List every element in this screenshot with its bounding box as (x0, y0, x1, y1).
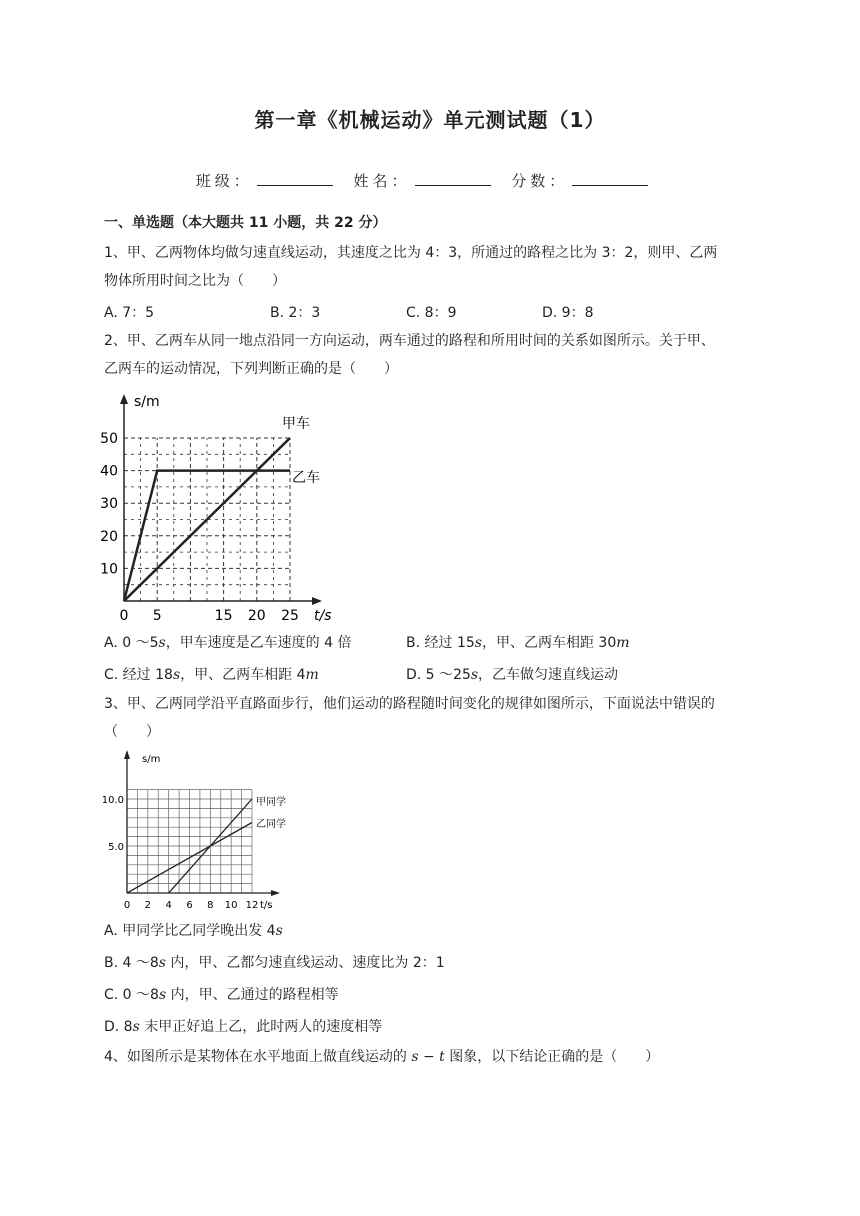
q2-option-a[interactable] (104, 632, 352, 652)
q2-option-c-unit2: m (305, 667, 319, 683)
x-tick-label: 5 (152, 608, 162, 624)
score-blank[interactable] (572, 171, 648, 186)
q2-distance-time-chart (96, 388, 336, 628)
x-tick-label: 25 (281, 608, 299, 624)
x-tick-label: 0 (123, 900, 131, 911)
q2-option-a-pre: A. 0 ～5 (104, 635, 159, 651)
q3-option-c-post: 内，甲、乙通过的路程相等 (166, 987, 339, 1003)
name-blank[interactable] (415, 171, 491, 186)
y-axis-label: s/m (142, 754, 161, 765)
x-tick-label: 12 (245, 900, 259, 911)
x-axis-arrow (312, 597, 322, 605)
y-axis-arrow (124, 750, 130, 759)
x-tick-label: 8 (207, 900, 214, 911)
y-tick-label: 50 (100, 431, 118, 447)
q4-text (104, 1044, 760, 1070)
q3-distance-time-chart (96, 746, 296, 914)
q1-line2: 物体所用时间之比为（ ） (104, 273, 286, 289)
q2-line2: 乙两车的运动情况，下列判断正确的是（ ） (104, 361, 398, 377)
q3-line1: 3、甲、乙两同学沿平直路面步行，他们运动的路程随时间变化的规律如图所示，下面说法中错误的 (104, 696, 715, 712)
q3-option-c[interactable] (104, 984, 339, 1004)
q3-option-d-post: 末甲正好追上乙，此时两人的速度相等 (139, 1019, 383, 1035)
q3-option-b-post: 内，甲、乙都匀速直线运动、速度比为 2：1 (165, 955, 445, 971)
q3-option-b-unit: s (158, 955, 166, 971)
x-axis-label: t/s (260, 900, 273, 911)
q3-option-b[interactable] (104, 952, 445, 972)
q3-option-a-unit: s (275, 923, 283, 939)
student-info-line (0, 170, 860, 191)
q2-option-d-unit: s (470, 667, 479, 683)
section-heading: 一、单选题（本大题共 11 小题，共 22 分） (104, 215, 387, 231)
y-tick-label: 10.0 (101, 795, 124, 806)
q2-option-a-post: ，甲车速度是乙车速度的 4 倍 (165, 635, 352, 651)
y-axis-label: s/m (134, 394, 160, 410)
q1-option-a[interactable]: A. 7：5 (104, 305, 155, 321)
class-label: 班级： (195, 172, 253, 190)
q2-option-c-mid: ，甲、乙两车相距 4 (180, 667, 306, 683)
q2-option-c[interactable] (104, 664, 319, 684)
q2-option-d-pre: D. 5 ～25 (406, 667, 471, 683)
q1-line1: 1、甲、乙两物体均做匀速直线运动，其速度之比为 4：3，所通过的路程之比为 3：2，则甲、乙两 (104, 245, 718, 261)
q1-option-d[interactable]: D. 9：8 (542, 305, 594, 321)
y-tick-label: 10 (100, 561, 118, 578)
q2-option-b-pre: B. 经过 15 (406, 635, 475, 651)
q3-option-b-pre: B. 4 ～8 (104, 955, 159, 971)
x-tick-label: 6 (186, 900, 193, 911)
q2-option-b[interactable] (406, 632, 630, 652)
q4-pre: 4、如图所示是某物体在水平地面上做直线运动的 (104, 1049, 412, 1065)
q3-option-c-pre: C. 0 ～8 (104, 987, 159, 1003)
q2-option-c-pre: C. 经过 18 (104, 667, 173, 683)
y-tick-label: 5.0 (108, 842, 124, 853)
x-tick-label: 10 (224, 900, 238, 911)
score-label: 分数： (511, 172, 569, 190)
series-label-yi-car: 乙车 (292, 470, 320, 486)
q3-option-d[interactable] (104, 1016, 382, 1036)
q4-math: s − t (411, 1049, 445, 1065)
q2-option-a-unit: s (158, 635, 166, 651)
q3-option-d-unit: s (132, 1019, 140, 1035)
q3-option-a-pre: A. 甲同学比乙同学晚出发 4 (104, 923, 276, 939)
q2-option-b-mid: ，甲、乙两车相距 30 (481, 635, 617, 651)
x-axis-label: t/s (314, 608, 332, 624)
page-title: 第一章《机械运动》单元测试题（1） (254, 108, 606, 132)
q2-option-d-post: ，乙车做匀速直线运动 (478, 667, 619, 683)
series-label-yi-student: 乙同学 (256, 819, 286, 830)
x-axis-arrow (271, 890, 280, 896)
q1-option-c[interactable]: C. 8：9 (406, 305, 457, 321)
q3-option-c-unit: s (158, 987, 167, 1003)
q4-post: 图象，以下结论正确的是（ ） (444, 1049, 660, 1065)
x-tick-label: 0 (119, 608, 129, 624)
x-tick-label: 20 (247, 608, 266, 624)
y-tick-label: 20 (100, 528, 118, 545)
q2-option-b-unit2: m (616, 635, 630, 651)
name-label: 姓名： (353, 172, 411, 190)
q2-option-c-unit1: s (172, 667, 181, 683)
q3-option-a[interactable] (104, 920, 283, 940)
q3-option-d-pre: D. 8 (104, 1019, 133, 1035)
y-axis-arrow (120, 394, 128, 404)
q2-option-d[interactable] (406, 664, 618, 684)
q2-line1: 2、甲、乙两车从同一地点沿同一方向运动，两车通过的路程和所用时间的关系如图所示。关于甲、 (104, 333, 715, 349)
y-tick-label: 30 (100, 496, 118, 513)
q2-option-b-unit1: s (474, 635, 482, 651)
q1-option-b[interactable]: B. 2：3 (270, 305, 321, 321)
x-tick-label: 4 (165, 900, 172, 911)
y-tick-label: 40 (100, 463, 118, 480)
series-label-jia-student: 甲同学 (256, 797, 286, 808)
series-label-jia-car: 甲车 (282, 416, 310, 432)
x-tick-label: 15 (214, 608, 233, 624)
q3-line2: （ ） (104, 724, 160, 740)
class-blank[interactable] (257, 171, 333, 186)
x-tick-label: 2 (144, 900, 152, 911)
